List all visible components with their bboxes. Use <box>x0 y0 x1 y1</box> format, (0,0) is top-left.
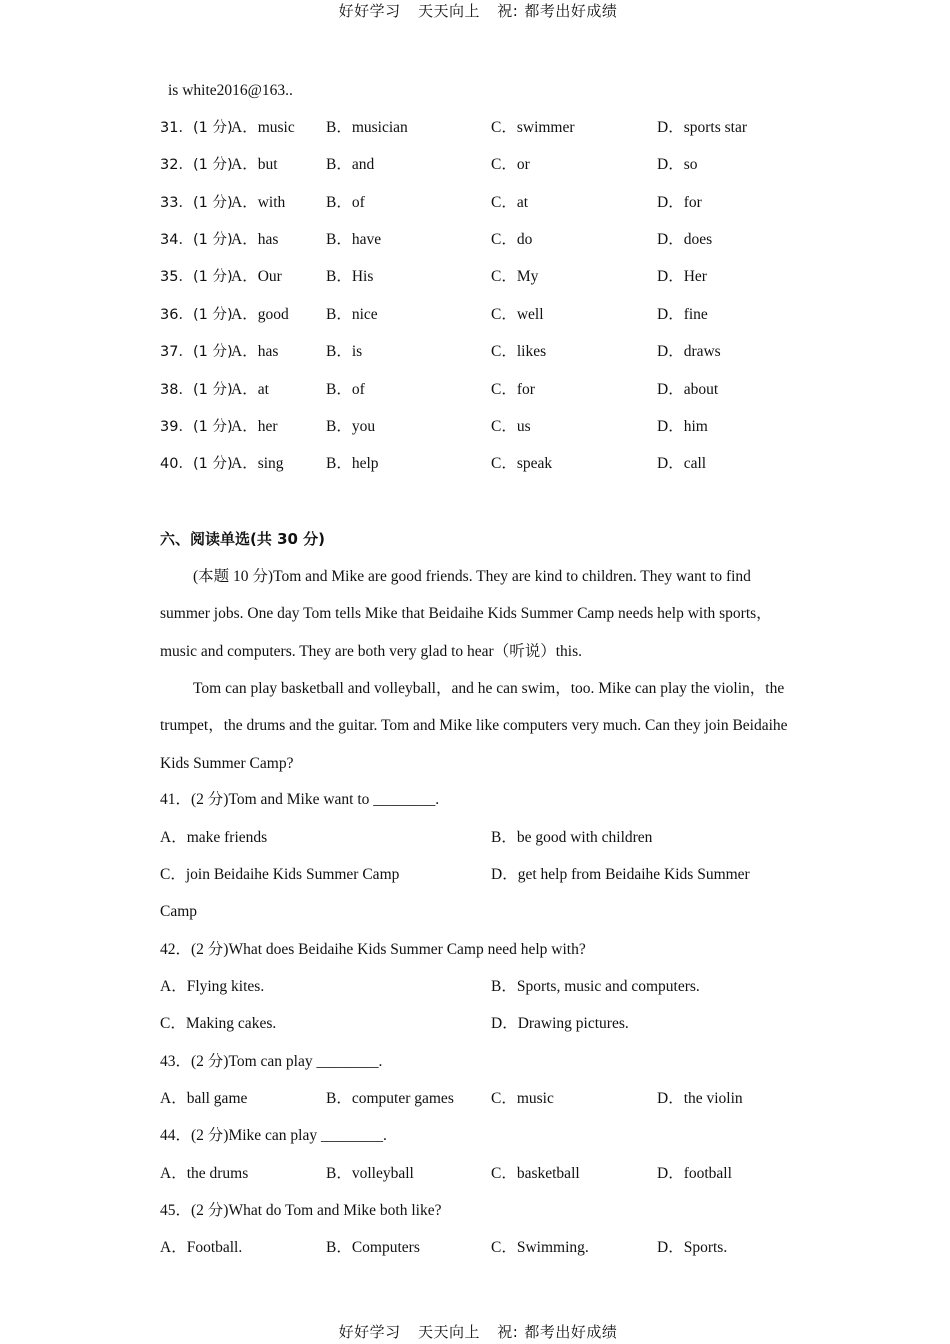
question-number: 39．(1 分) <box>160 419 233 435</box>
option-a: A．at <box>231 381 269 398</box>
footer-motto-4: 都考出好成绩 <box>524 1323 618 1341</box>
question-number: 36．(1 分) <box>160 307 233 323</box>
header-motto-1: 好好学习 <box>338 2 401 20</box>
option-d: D．draws <box>657 343 721 360</box>
option-d: D．sports star <box>657 119 747 136</box>
question-number: 40．(1 分) <box>160 456 233 472</box>
option-d: D．Her <box>657 268 707 285</box>
option-d: D．fine <box>657 306 708 323</box>
q42-option-b: B．Sports, music and computers. <box>491 978 700 995</box>
q44-option-b: B．volleyball <box>326 1165 414 1182</box>
question-number: 38．(1 分) <box>160 382 233 398</box>
q45-option-d: D．Sports. <box>657 1239 728 1256</box>
option-c: C．us <box>491 418 531 435</box>
option-c: C．well <box>491 306 544 323</box>
q44-option-c: C．basketball <box>491 1165 580 1182</box>
option-b: B．is <box>326 343 363 360</box>
q41-option-b: B．be good with children <box>491 829 653 846</box>
option-c: C．speak <box>491 455 553 472</box>
question-number: 37．(1 分) <box>160 344 233 360</box>
question-45-stem: 45．(2 分)What do Tom and Mike both like? <box>160 1202 442 1219</box>
header-motto-3: 祝: <box>497 2 519 20</box>
option-a: A．sing <box>231 455 284 472</box>
question-number: 33．(1 分) <box>160 195 233 211</box>
q41-option-d-continued: Camp <box>160 903 198 920</box>
question-41-stem: 41．(2 分)Tom and Mike want to ________. <box>160 791 440 808</box>
q43-option-b: B．computer games <box>326 1090 454 1107</box>
option-d: D．call <box>657 455 707 472</box>
q44-option-d: D．football <box>657 1165 732 1182</box>
option-d: D．for <box>657 194 702 211</box>
option-b: B．of <box>326 381 365 398</box>
option-a: A．but <box>231 156 278 173</box>
option-a: A．has <box>231 343 279 360</box>
option-c: C．My <box>491 268 539 285</box>
option-b: B．His <box>326 268 374 285</box>
option-b: B．musician <box>326 119 408 136</box>
footer-motto-2: 天天向上 <box>417 1323 480 1341</box>
q43-option-a: A．ball game <box>160 1090 248 1107</box>
page-footer <box>0 1321 950 1342</box>
passage-paragraph-1: (本题 10 分)Tom and Mike are good friends. They are kind to children. They want to find summer jobs. One day Tom tells Mike that Beidaihe Kids Summer Camp needs help with sports，music and computers. They are both very glad to hear（听说）this. <box>160 568 772 660</box>
q41-option-d: D．get help from Beidaihe Kids Summer <box>491 866 750 883</box>
question-44-stem: 44．(2 分)Mike can play ________. <box>160 1127 387 1144</box>
q41-option-c: C．join Beidaihe Kids Summer Camp <box>160 866 400 883</box>
option-b: B．of <box>326 194 365 211</box>
option-a: A．music <box>231 119 295 136</box>
q42-option-a: A．Flying kites. <box>160 978 265 995</box>
option-a: A．with <box>231 194 286 211</box>
option-a: A．Our <box>231 268 282 285</box>
option-c: C．swimmer <box>491 119 575 136</box>
question-number: 34．(1 分) <box>160 232 233 248</box>
option-d: D．about <box>657 381 719 398</box>
section-title: 六、阅读单选(共 30 分) <box>160 530 326 548</box>
q41-option-a: A．make friends <box>160 829 268 846</box>
footer-motto-3: 祝: <box>497 1323 519 1341</box>
q42-option-d: D．Drawing pictures. <box>491 1015 629 1032</box>
option-d: D．does <box>657 231 713 248</box>
q43-option-d: D．the violin <box>657 1090 743 1107</box>
page-header <box>0 0 950 21</box>
question-number: 35．(1 分) <box>160 269 233 285</box>
option-c: C．do <box>491 231 533 248</box>
option-a: A．good <box>231 306 289 323</box>
option-b: B．and <box>326 156 375 173</box>
option-d: D．him <box>657 418 708 435</box>
option-c: C．at <box>491 194 529 211</box>
q44-option-a: A．the drums <box>160 1165 249 1182</box>
option-b: B．have <box>326 231 382 248</box>
q45-option-b: B．Computers <box>326 1239 420 1256</box>
option-c: C．or <box>491 156 530 173</box>
question-42-stem: 42．(2 分)What does Beidaihe Kids Summer Camp need help with? <box>160 941 586 958</box>
passage-paragraph-2: Tom can play basketball and volleyball，and he can swim，too. Mike can play the violin，the trumpet，the drums and the guitar. Tom and Mike like computers very much. Can they join Beidaihe Kids Summer Camp? <box>160 680 788 772</box>
option-c: C．likes <box>491 343 547 360</box>
option-b: B．nice <box>326 306 378 323</box>
option-a: A．has <box>231 231 279 248</box>
header-motto-2: 天天向上 <box>417 2 480 20</box>
q43-option-c: C．music <box>491 1090 554 1107</box>
top-continuation-line: is white2016@163.. <box>168 82 293 99</box>
question-number: 32．(1 分) <box>160 157 233 173</box>
option-b: B．you <box>326 418 376 435</box>
option-d: D．so <box>657 156 698 173</box>
footer-motto-1: 好好学习 <box>338 1323 401 1341</box>
option-b: B．help <box>326 455 379 472</box>
question-43-stem: 43．(2 分)Tom can play ________. <box>160 1053 383 1070</box>
q45-option-c: C．Swimming. <box>491 1239 589 1256</box>
question-number: 31．(1 分) <box>160 120 233 136</box>
q42-option-c: C．Making cakes. <box>160 1015 277 1032</box>
q45-option-a: A．Football. <box>160 1239 243 1256</box>
option-c: C．for <box>491 381 535 398</box>
header-motto-4: 都考出好成绩 <box>524 2 618 20</box>
option-a: A．her <box>231 418 278 435</box>
